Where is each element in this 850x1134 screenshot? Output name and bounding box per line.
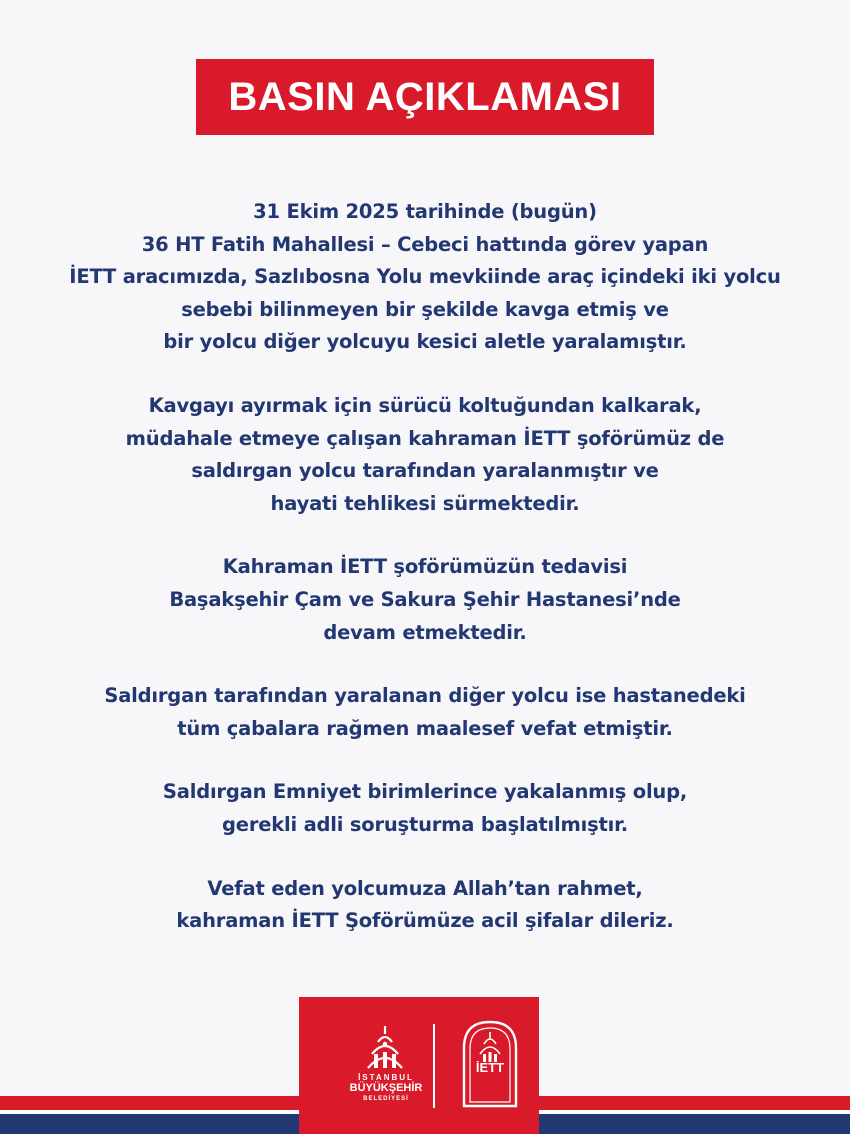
press-release-body: [30, 196, 820, 969]
text-line: gerekli adli soruşturma başlatılmıştır.: [222, 812, 628, 836]
paragraph-4: [30, 680, 820, 745]
text-line: müdahale etmeye çalışan kahraman İETT şoförümüz de: [125, 426, 725, 450]
text-line: saldırgan yolcu tarafından yaralanmıştır ve: [191, 459, 659, 483]
ibb-logo-line2: BÜYÜKŞEHİR: [349, 1082, 423, 1094]
logo-divider: [433, 1024, 435, 1108]
text-line: 36 HT Fatih Mahallesi – Cebeci hattında görev yapan: [141, 232, 709, 256]
text-line: hayati tehlikesi sürmektedir.: [270, 491, 580, 515]
text-line: İETT aracımızda, Sazlıbosna Yolu mevkiinde araç içindeki iki yolcu: [69, 265, 781, 289]
text-line: tüm çabalara rağmen maalesef vefat etmiştir.: [177, 716, 673, 740]
text-line: Kahraman İETT şoförümüzün tedavisi: [222, 555, 628, 579]
text-line: sebebi bilinmeyen bir şekilde kavga etmiş ve: [181, 297, 669, 321]
paragraph-5: [30, 776, 820, 841]
ibb-logo-line1: İSTANBUL: [358, 1073, 414, 1082]
paragraph-2: [30, 390, 820, 520]
ibb-logo-line3: BELEDİYESİ: [363, 1096, 409, 1102]
text-line: Kavgayı ayırmak için sürücü koltuğundan kalkarak,: [148, 393, 702, 417]
text-line: 31 Ekim 2025 tarihinde (bugün): [253, 200, 597, 223]
text-line: Saldırgan tarafından yaralanan diğer yolcu ise hastanedeki: [104, 684, 746, 708]
press-release-title: BASIN AÇIKLAMASI: [196, 59, 654, 135]
paragraph-3: [30, 551, 820, 649]
text-line: Saldırgan Emniyet birimlerince yakalanmış olup,: [162, 780, 688, 804]
text-line: kahraman İETT Şoförümüze acil şifalar dileriz.: [176, 909, 674, 933]
text-line: Başakşehir Çam ve Sakura Şehir Hastanesi’nde: [169, 587, 681, 611]
text-line: Vefat eden yolcumuza Allah’tan rahmet,: [207, 876, 643, 900]
paragraph-6: [30, 873, 820, 938]
text-line: devam etmektedir.: [323, 620, 527, 644]
paragraph-1: [30, 196, 820, 359]
text-line: bir yolcu diğer yolcuyu kesici aletle yaralamıştır.: [163, 330, 687, 354]
iett-logo-text: İETT: [475, 1060, 505, 1075]
